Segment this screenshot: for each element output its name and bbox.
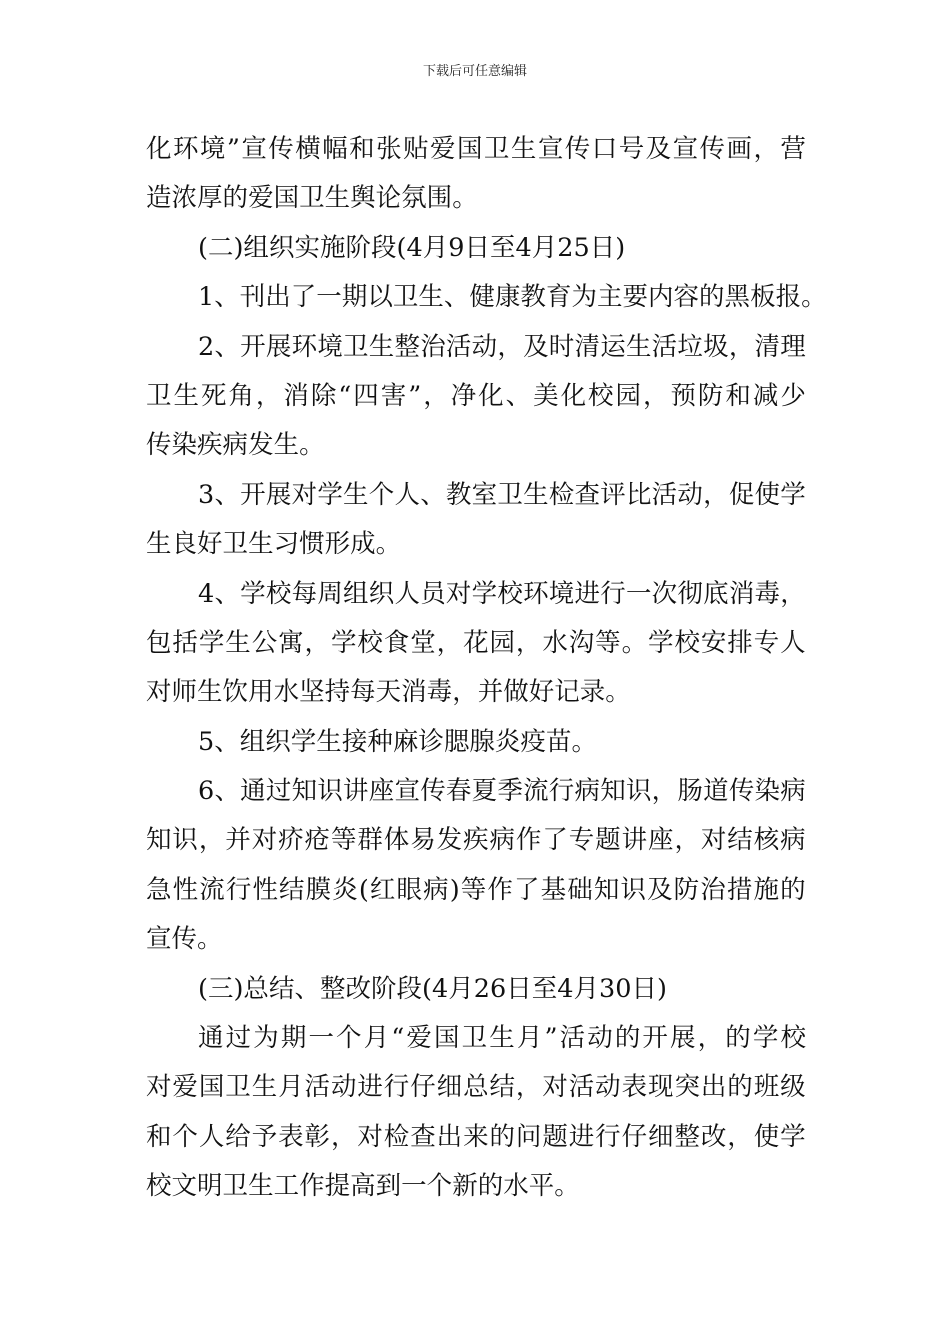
text-line: 化 环 境 ” 宣 传 横 幅 和 张 贴 爱 国 卫 生 宣 传 口 号 及 宣 传 画 ， 营 <box>146 134 806 164</box>
text-line: ( 三 ) 总 结 、 整 改 阶 段 ( 4 月 2 6 日 至 4 月 3 0 日 ) <box>198 973 667 1004</box>
text-line: 2 、 开 展 环 境 卫 生 整 治 活 动 ， 及 时 清 运 生 活 垃 圾 ， 清 理 <box>198 331 806 362</box>
text-line: ( 二 ) 组 织 实 施 阶 段 ( 4 月 9 日 至 4 月 2 5 日 ) <box>198 232 626 263</box>
text-line: 急 性 流 行 性 结 膜 炎 ( 红 眼 病 ) 等 作 了 基 础 知 识 及 防 治 措 施 的 <box>146 874 806 905</box>
text-line: 1 、 刊 出 了 一 期 以 卫 生 、 健 康 教 育 为 主 要 内 容 的 黑 板 报 。 <box>198 282 827 313</box>
text-line: 传 染 疾 病 发 生 。 <box>146 430 325 461</box>
text-line: 4 、 学 校 每 周 组 织 人 员 对 学 校 环 境 进 行 一 次 彻 底 消 毒 ， <box>198 578 806 609</box>
text-line: 3 、 开 展 对 学 生 个 人 、 教 室 卫 生 检 查 评 比 活 动 ， 促 使 学 <box>198 479 806 510</box>
text-line: 宣 传 。 <box>146 924 223 955</box>
text-line: 卫 生 死 角 ， 消 除 “ 四 害 ” ， 净 化 、 美 化 校 园 ， 预 防 和 减 少 <box>146 380 806 411</box>
text-line: 包 括 学 生 公 寓 ， 学 校 食 堂 ， 花 园 ， 水 沟 等 。 学 校 安 排 专 人 <box>146 627 806 658</box>
text-line: 5 、 组 织 学 生 接 种 麻 诊 腮 腺 炎 疫 苗 。 <box>198 726 597 757</box>
text-line: 对 师 生 饮 用 水 坚 持 每 天 消 毒 ， 并 做 好 记 录 。 <box>146 677 631 708</box>
text-line: 6 、 通 过 知 识 讲 座 宣 传 春 夏 季 流 行 病 知 识 ， 肠 道 传 染 病 <box>198 776 806 807</box>
text-line: 知 识 ， 并 对 疥 疮 等 群 体 易 发 疾 病 作 了 专 题 讲 座 ， 对 结 核 病 <box>146 825 806 856</box>
document-body <box>146 125 827 1212</box>
text-line: 校 文 明 卫 生 工 作 提 高 到 一 个 新 的 水 平 。 <box>146 1171 580 1202</box>
page-header: 下载后可任意编辑 <box>422 64 527 79</box>
text-line: 通 过 为 期 一 个 月 “ 爱 国 卫 生 月 ” 活 动 的 开 展 ， 的 学 校 <box>198 1023 806 1054</box>
text-line: 生 良 好 卫 生 习 惯 形 成 。 <box>146 529 402 560</box>
text-line: 造 浓 厚 的 爱 国 卫 生 舆 论 氛 围 。 <box>146 183 478 214</box>
text-line: 对 爱 国 卫 生 月 活 动 进 行 仔 细 总 结 ， 对 活 动 表 现 突 出 的 班 级 <box>146 1072 806 1103</box>
text-line: 和 个 人 给 予 表 彰 ， 对 检 查 出 来 的 问 题 进 行 仔 细 整 改 ， 使 学 <box>146 1121 806 1152</box>
